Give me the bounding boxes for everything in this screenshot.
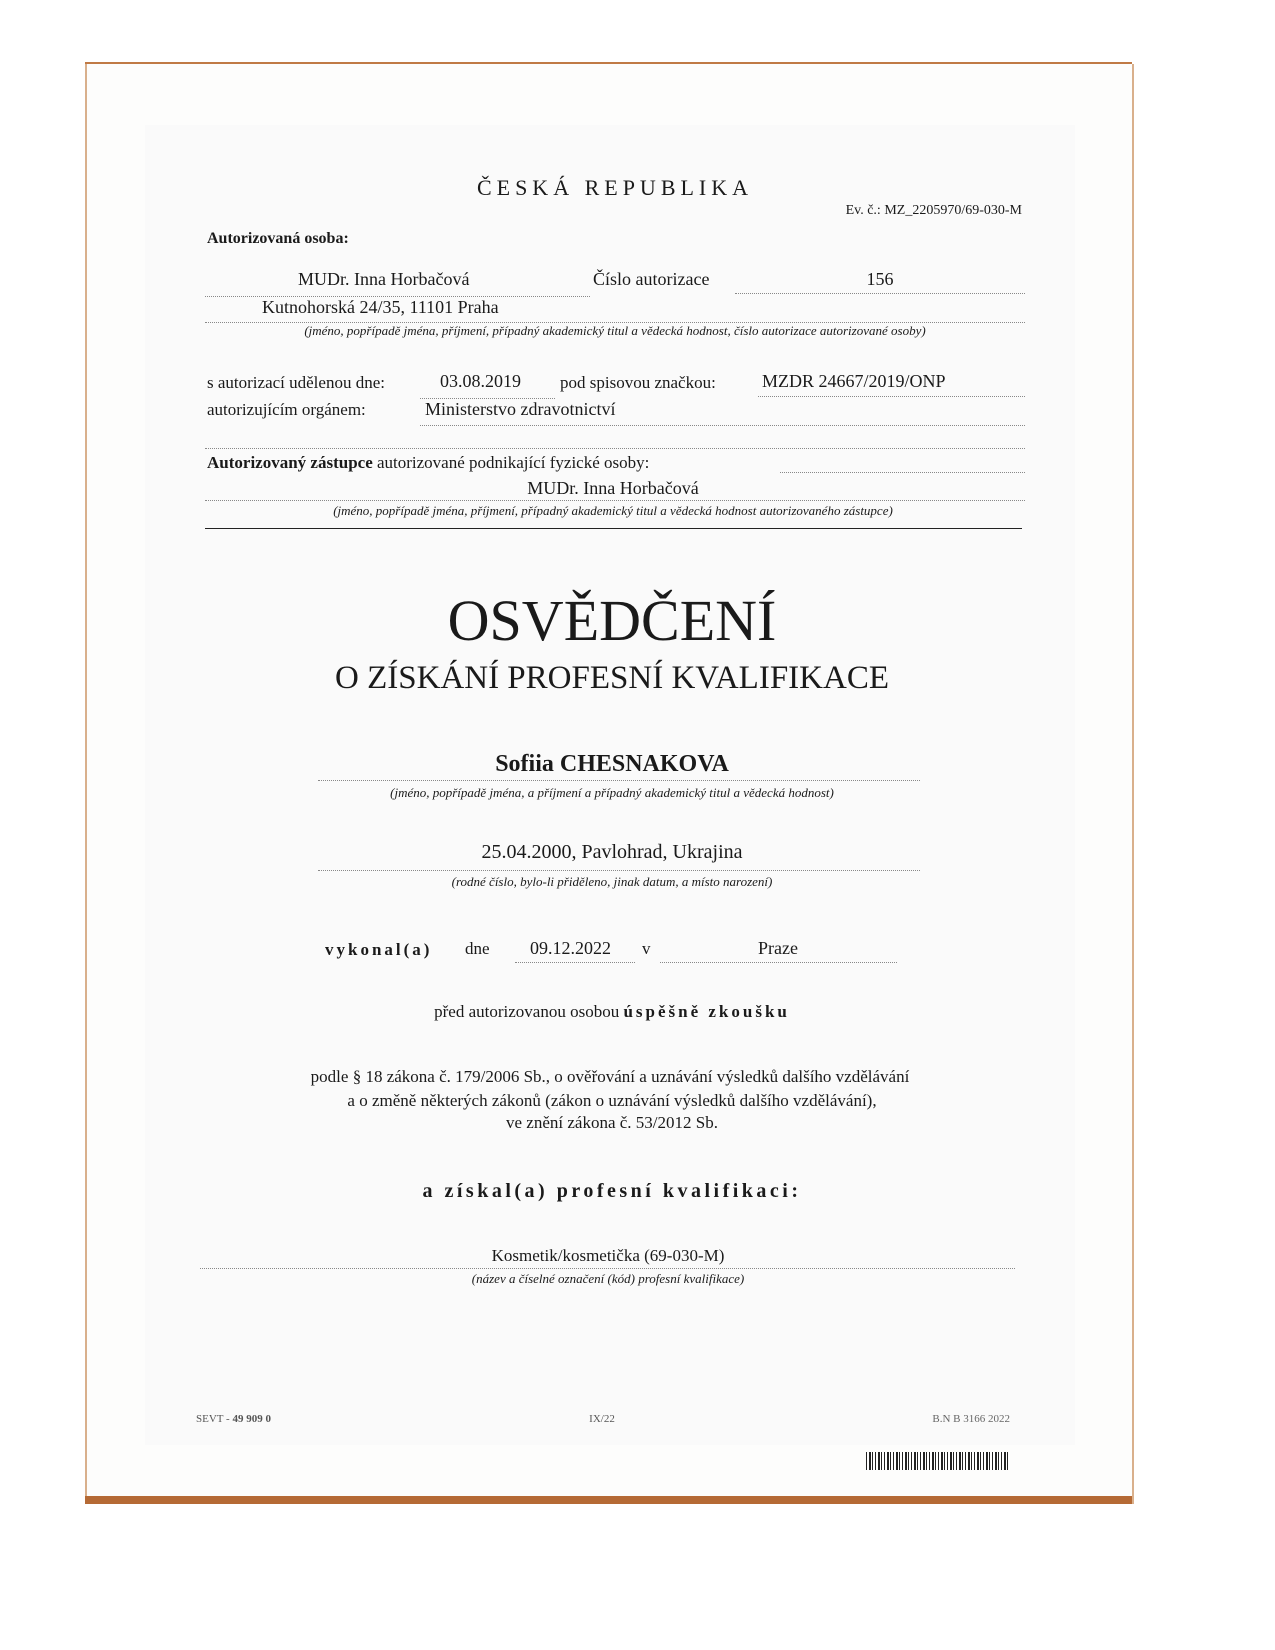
authorized-person-address: Kutnohorská 24/35, 11101 Praha: [262, 297, 499, 317]
qualification-name: Kosmetik/kosmetička (69-030-M): [491, 1246, 725, 1265]
exam-place: Praze: [758, 938, 798, 958]
law-line: a o změně některých zákonů (zákon o uznávání výsledků dalšího vzdělávání),: [347, 1091, 877, 1110]
field-line: [205, 448, 1025, 449]
print-code: B.N B 3166 2022: [932, 1413, 1010, 1425]
file-ref: MZDR 24667/2019/ONP: [762, 371, 946, 391]
granted-label: s autorizací udělenou dne:: [207, 373, 385, 392]
law-line: podle § 18 zákona č. 179/2006 Sb., o ověřování a uznávání výsledků dalšího vzdělávání: [310, 1067, 910, 1086]
field-line: [318, 780, 920, 781]
before-text: před autorizovanou osobou: [434, 1002, 620, 1021]
authorized-person-caption: (jméno, popřípadě jména, příjmení, případný akademický titul a vědecká hodnost, číslo autorizace autorizované osoby): [304, 323, 926, 338]
field-line: [660, 962, 897, 963]
form-code: [196, 1414, 271, 1425]
holder-name-caption: (jméno, popřípadě jména, a příjmení a případný akademický titul a vědecká hodnost): [390, 785, 834, 800]
barcode: [866, 1452, 1010, 1470]
representative-heading-rest: autorizované podnikající fyzické osoby:: [376, 453, 650, 472]
exam-date: 09.12.2022: [530, 938, 611, 958]
authority: Ministerstvo zdravotnictví: [425, 399, 616, 419]
edition: IX/22: [589, 1413, 615, 1425]
exam-result: [434, 1003, 790, 1020]
form-code-prefix: SEVT -: [196, 1413, 230, 1425]
representative-heading-bold: Autorizovaný zástupce: [207, 453, 373, 472]
authorization-number: 156: [866, 269, 894, 289]
success-text: úspěšně zkoušku: [623, 1002, 790, 1021]
authorized-person-heading: Autorizovaná osoba:: [207, 230, 349, 247]
field-line: [205, 500, 1025, 501]
holder-birth: 25.04.2000, Pavlohrad, Ukrajina: [481, 841, 743, 863]
field-line: [200, 1268, 1015, 1269]
performed-label: vykonal(a): [325, 940, 433, 959]
field-line: [780, 472, 1025, 473]
field-line: [735, 293, 1025, 294]
field-line: [758, 396, 1025, 397]
authorized-person-name: MUDr. Inna Horbačová: [298, 269, 470, 289]
qualification-heading: a získal(a) profesní kvalifikaci:: [422, 1180, 802, 1202]
representative-name: MUDr. Inna Horbačová: [527, 478, 699, 498]
holder-name: Sofiia CHESNAKOVA: [495, 751, 729, 777]
certificate-title: OSVĚDČENÍ: [447, 588, 777, 653]
qualification-caption: (název a číselné označení (kód) profesní kvalifikace): [471, 1271, 745, 1286]
field-line: [318, 870, 920, 871]
authorization-number-label: Číslo autorizace: [593, 269, 710, 289]
form-code-number: 49 909 0: [232, 1413, 271, 1425]
law-line: ve znění zákona č. 53/2012 Sb.: [506, 1113, 718, 1132]
authority-label: autorizujícím orgánem:: [207, 400, 366, 419]
representative-heading: [207, 454, 649, 471]
representative-caption: (jméno, popřípadě jména, příjmení, případný akademický titul a vědecká hodnost autorizovaného zástupce): [333, 503, 893, 518]
place-label: v: [642, 939, 651, 958]
section-divider: [205, 528, 1022, 529]
holder-birth-caption: (rodné číslo, bylo-li přiděleno, jinak datum, a místo narození): [451, 874, 773, 889]
file-ref-label: pod spisovou značkou:: [560, 373, 716, 392]
certificate-subtitle: O ZÍSKÁNÍ PROFESNÍ KVALIFIKACE: [334, 660, 890, 696]
field-line: [420, 425, 1025, 426]
paper-edge-bottom: [85, 1496, 1132, 1504]
granted-date: 03.08.2019: [440, 371, 521, 391]
date-label: dne: [465, 939, 490, 958]
country-heading: ČESKÁ REPUBLIKA: [476, 175, 754, 200]
field-line: [515, 962, 635, 963]
evidence-number: Ev. č.: MZ_2205970/69-030-M: [845, 203, 1022, 218]
